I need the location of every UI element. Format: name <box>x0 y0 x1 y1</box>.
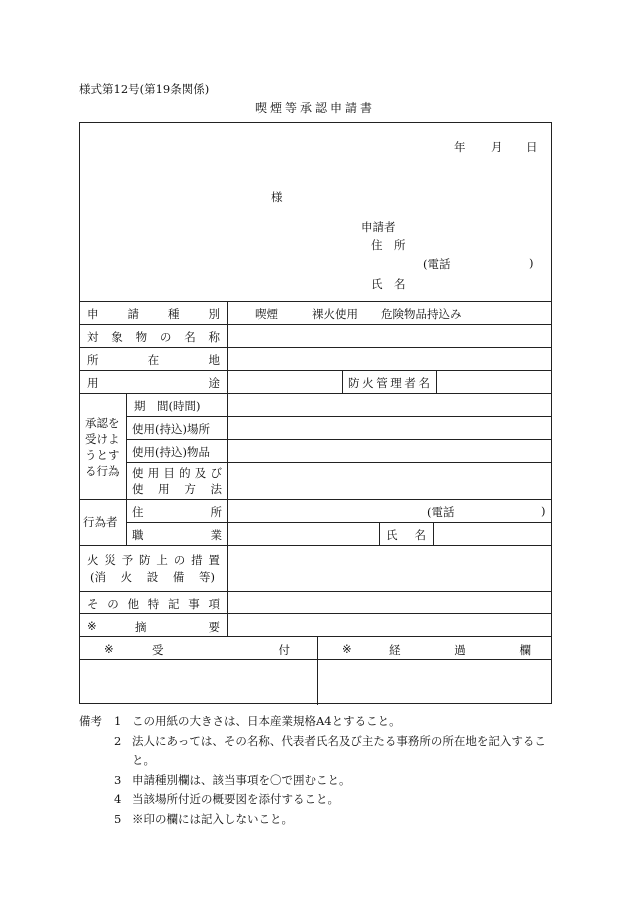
purpose-label-line1: 使 用 目 的 及 び <box>132 466 222 480</box>
notes-section <box>79 712 559 829</box>
note-item: 2 法人にあっては、その名称、代表者氏名及び主たる事務所の所在地を記入すること。 <box>114 733 546 767</box>
day-label: 日 <box>526 140 538 154</box>
summary-label: 摘 要 <box>135 620 220 634</box>
progress-mark: ※ <box>342 642 352 656</box>
year-label: 年 <box>454 140 466 154</box>
applicant-phone-open: (電話 <box>423 257 451 271</box>
reception-mark: ※ <box>104 642 114 656</box>
application-form-table <box>79 122 552 704</box>
type-option-smoking: 喫煙 <box>255 307 278 321</box>
fire-manager-label: 防 火 管 理 者 名 <box>348 376 430 390</box>
note-item: 4 当該場所付近の概要図を添付すること。 <box>114 792 339 806</box>
actor-phone-open: (電話 <box>427 505 455 519</box>
note-item: 備考 1 この用紙の大きさは、日本産業規格A4とすること。 <box>79 712 559 732</box>
fire-prevention-label-line2: (消 火 設 備 等) <box>90 570 215 584</box>
location-label: 所 在 地 <box>87 353 220 367</box>
applicant-address-label: 住 所 <box>371 238 406 252</box>
actor-label: 行為者 <box>83 515 118 529</box>
use-place-label: 使用(持込)場所 <box>132 422 210 436</box>
month-label: 月 <box>491 140 503 154</box>
applicant-phone-close: ) <box>529 256 534 270</box>
application-type-label: 申 請 種 別 <box>87 307 220 321</box>
use-item-label: 使用(持込)物品 <box>132 445 210 459</box>
note-item: 5 ※印の欄には記入しないこと。 <box>114 811 293 826</box>
occupation-label: 職 業 <box>132 528 222 542</box>
type-option-hazardous: 危険物品持込み <box>381 307 462 321</box>
note-item: 3 申請種別欄は、該当事項を〇で囲むこと。 <box>114 772 351 787</box>
actor-name-label: 氏 名 <box>386 528 426 542</box>
applicant-label: 申請者 <box>361 220 396 234</box>
object-name-label: 対 象 物 の 名 称 <box>87 330 220 344</box>
progress-label: 経 過 欄 <box>389 643 531 657</box>
type-option-open-flame: 裸火使用 <box>312 307 358 321</box>
addressee-label: 様 <box>271 190 283 204</box>
actor-address-label: 住 所 <box>132 505 222 519</box>
period-label: 期 間(時間) <box>134 399 201 413</box>
other-notes-label: そ の 他 特 記 事 項 <box>87 597 220 611</box>
use-label: 用 途 <box>87 376 220 390</box>
notes-heading: 備考 <box>79 714 102 728</box>
purpose-label-line2: 使 用 方 法 <box>132 482 222 496</box>
form-number: 様式第12号(第19条関係) <box>79 82 210 96</box>
fire-prevention-label-line1: 火 災 予 防 上 の 措 置 <box>87 553 220 567</box>
form-title: 喫煙等承認申請書 <box>254 101 375 115</box>
applicant-name-label: 氏 名 <box>371 277 406 291</box>
approval-act-label: 承認を 受けよ うとす る行為 <box>85 416 120 478</box>
actor-phone-close: ) <box>541 504 546 518</box>
summary-mark: ※ <box>87 619 97 633</box>
reception-label: 受 付 <box>152 643 290 657</box>
